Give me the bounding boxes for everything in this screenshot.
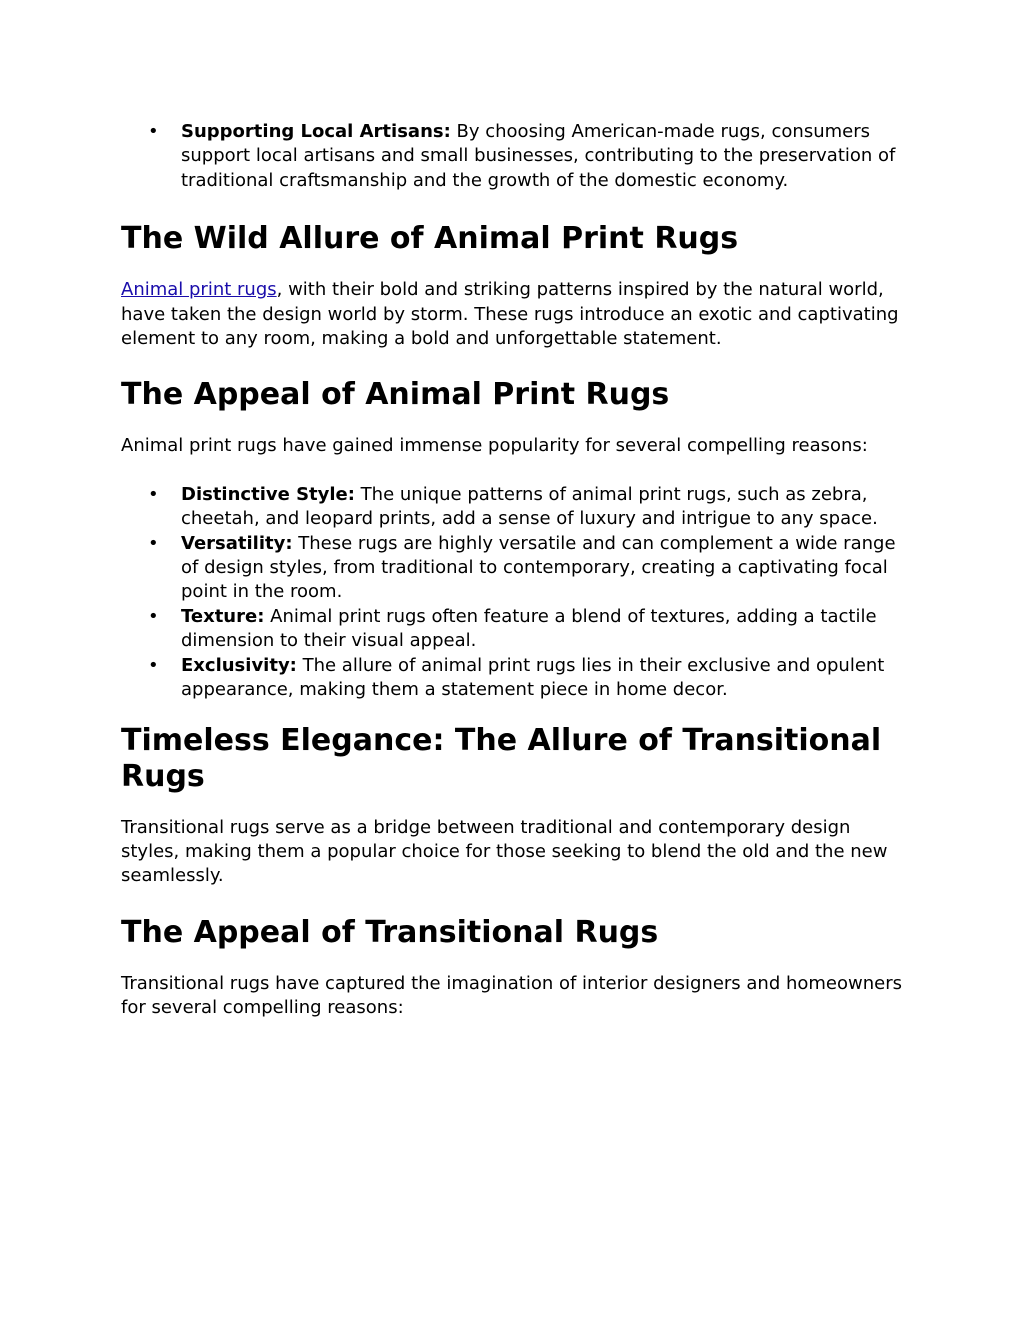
bullet-icon: • (148, 532, 159, 554)
paragraph-transitional-appeal: Transitional rugs have captured the imagination of interior designers and homeowners for several compelling reasons: (121, 972, 903, 1019)
list-item-text: Animal print rugs often feature a blend of textures, adding a tactile dimension to their visual appeal. (181, 605, 877, 652)
heading-transitional-appeal: The Appeal of Transitional Rugs (121, 914, 659, 950)
list-item (148, 532, 911, 605)
list-item-term: Versatility: (181, 532, 293, 554)
list-item-text: By choosing American-made rugs, consumers support local artisans and small businesses, contributing to the preservation of traditional craftsmanship and the growth of the domestic economy. (181, 121, 896, 191)
list-item (148, 654, 911, 703)
animal-appeal-bullet-list (121, 483, 911, 703)
heading-wild-allure: The Wild Allure of Animal Print Rugs (121, 221, 739, 257)
intro-bullet-list (121, 120, 911, 193)
bullet-icon: • (148, 605, 159, 627)
list-item (148, 120, 911, 193)
bullet-icon: • (148, 654, 159, 676)
list-item (148, 605, 911, 654)
paragraph-wild-allure (121, 278, 911, 351)
list-item-term: Texture: (181, 605, 265, 627)
paragraph-timeless-elegance: Transitional rugs serve as a bridge between traditional and contemporary design styles, making them a popular choice for those seeking to blend the old and the new seamlessly. (121, 816, 888, 887)
list-item-term: Supporting Local Artisans: (181, 121, 451, 142)
heading-timeless-elegance: Timeless Elegance: The Allure of Transitional Rugs (121, 722, 882, 794)
bullet-icon: • (148, 121, 159, 142)
paragraph-animal-appeal: Animal print rugs have gained immense popularity for several compelling reasons: (121, 435, 868, 457)
heading-animal-appeal: The Appeal of Animal Print Rugs (121, 377, 670, 413)
bullet-icon: • (148, 483, 159, 505)
animal-print-rugs-link[interactable]: Animal print rugs (121, 279, 277, 301)
list-item-term: Distinctive Style: (181, 483, 355, 505)
list-item (148, 483, 911, 532)
document-page (121, 120, 911, 1021)
list-item-text: These rugs are highly versatile and can complement a wide range of design styles, from traditional to contemporary, creating a captivating focal point in the room. (181, 532, 896, 603)
list-item-term: Exclusivity: (181, 654, 297, 676)
paragraph-text: , with their bold and striking patterns inspired by the natural world, have taken the design world by storm. These rugs introduce an exotic and captivating element to any room, making a bold and unforgettable statement. (121, 279, 899, 350)
list-item-text: The unique patterns of animal print rugs, such as zebra, cheetah, and leopard prints, add a sense of luxury and intrigue to any space. (181, 483, 878, 530)
list-item-text: The allure of animal print rugs lies in their exclusive and opulent appearance, making them a statement piece in home decor. (181, 654, 885, 701)
